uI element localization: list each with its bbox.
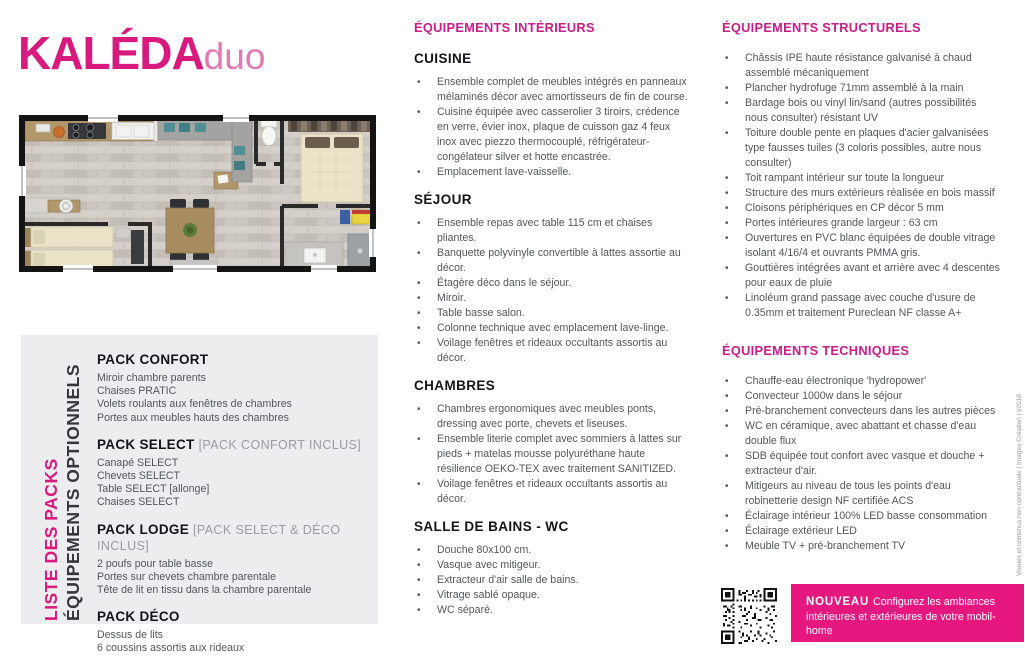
bullet-dot: •: [417, 323, 421, 334]
bullet-item: • Vitrage sablé opaque.: [417, 589, 540, 601]
bullet-item: • Pré-branchement convecteurs dans les autres pièces: [725, 405, 996, 417]
equipment-section: [414, 192, 692, 366]
bullet-dot: •: [725, 53, 729, 64]
bullet-dot: •: [725, 481, 729, 492]
bullet-dot: •: [417, 590, 421, 601]
pack-title: PACK DÉCO: [97, 609, 180, 625]
equipements-interieurs-column: [414, 20, 692, 630]
bullet-dot: •: [417, 308, 421, 319]
pack-suffix: [PACK CONFORT INCLUS]: [198, 437, 362, 452]
nouveau-text-line2: intérieures et extérieures de votre mobil-: [806, 610, 996, 623]
bullet-item: • Miroir.: [417, 292, 466, 304]
equipements-structurels-column: [722, 20, 1000, 554]
bullet-dot: •: [417, 479, 421, 490]
pack-title: PACK CONFORT: [97, 352, 209, 367]
packs-vertical-title-line2: ÉQUIPEMENTS OPTIONNELS: [63, 364, 83, 621]
equipment-section-items: [414, 75, 692, 180]
bullet-dot: •: [417, 167, 421, 178]
bullet-item: • Douche 80x100 cm.: [417, 544, 532, 556]
pack-section: [97, 522, 365, 598]
bullet-item: • Gouttières intégrées avant et arrière avec 4 descentes pour eaux de pluie: [725, 262, 1000, 289]
bullet-item: • WC séparé.: [417, 604, 493, 616]
nouveau-banner: [791, 584, 1024, 642]
equipment-section-items: [414, 543, 692, 618]
bullet-item: • SDB équipée tout confort avec vasque et douche + extracteur d'air.: [725, 450, 985, 477]
bullet-item: • Mitigeurs au niveau de tous les points d'eau robinetterie design NF certifiée ACS: [725, 480, 951, 507]
equipment-section-items: [414, 216, 692, 366]
pack-title: PACK SELECT [PACK CONFORT INCLUS]: [97, 436, 362, 452]
bullet-dot: •: [725, 263, 729, 274]
pack-title: PACK LODGE [PACK SELECT & DÉCO INCLUS]: [97, 521, 341, 553]
equipment-section: [414, 378, 692, 507]
bullet-dot: •: [725, 218, 729, 229]
bullet-dot: •: [725, 233, 729, 244]
pack-item: 6 coussins assortis aux rideaux: [97, 642, 245, 655]
bullet-item: • Ouvertures en PVC blanc équipées de double vitrage isolant 4/16/4 et ouvrants PMMA gris.: [725, 232, 996, 259]
bullet-dot: •: [725, 421, 729, 432]
nouveau-text-line3: home: [806, 625, 833, 637]
brand-name: KALÉDA: [18, 27, 204, 79]
pack-suffix: [PACK SELECT & DÉCO INCLUS]: [97, 522, 341, 553]
bullet-item: • Éclairage extérieur LED: [725, 525, 857, 537]
nouveau-label: NOUVEAU: [806, 596, 870, 608]
bullet-dot: •: [417, 218, 421, 229]
bullet-item: • Plancher hydrofuge 71mm assemblé à la main: [725, 82, 964, 94]
equipment-section-title: SALLE DE BAINS - WC: [414, 519, 569, 534]
equipment-section: [414, 519, 692, 618]
pack-item: Canapé SELECT: [97, 456, 179, 469]
packs-vertical-title: [40, 335, 86, 621]
bullet-dot: •: [417, 293, 421, 304]
equipment-section-title: CUISINE: [414, 51, 472, 66]
bullet-item: • Cloisons périphériques en CP décor 5 mm: [725, 202, 944, 214]
pack-items: [97, 372, 365, 425]
bullet-dot: •: [725, 188, 729, 199]
pack-item: Miroir chambre parents: [97, 372, 206, 384]
pack-item: Chaises SELECT: [97, 496, 180, 509]
bullet-dot: •: [417, 107, 421, 118]
floor-plan-image: [18, 114, 377, 273]
bullet-dot: •: [417, 248, 421, 259]
bullet-dot: •: [417, 545, 421, 556]
legal-side-note: Visuels et contenus non contractuels | Images Création | v2018: [1016, 394, 1023, 576]
packs-vertical-title-line1: LISTE DES PACKS: [41, 458, 61, 621]
bullet-dot: •: [417, 575, 421, 586]
pack-item: Chevets SELECT: [97, 470, 181, 483]
bullet-item: • Toiture double pente en plaques d'acier galvanisées type fausses tuiles (3 coloris possibles, autre nous consulter): [725, 127, 989, 169]
bullet-item: • Extracteur d'air salle de bains.: [417, 574, 579, 586]
bullet-item: • Chambres ergonomiques avec meubles ponts, dressing avec porte, chevets et liseuses.: [417, 403, 657, 430]
equipment-section-items: [414, 402, 692, 507]
bullet-dot: •: [725, 526, 729, 537]
techniques-list: [722, 374, 1000, 554]
bullet-dot: •: [725, 406, 729, 417]
pack-section: [97, 352, 365, 425]
bullet-item: • Convecteur 1000w dans le séjour: [725, 390, 903, 402]
bullet-dot: •: [417, 338, 421, 349]
bullet-dot: •: [725, 391, 729, 402]
bullet-item: • Structure des murs extérieurs réalisée en bois massif: [725, 187, 995, 199]
bullet-dot: •: [725, 451, 729, 462]
bullet-dot: •: [725, 511, 729, 522]
packs-list: [97, 352, 365, 668]
pack-section: [97, 609, 365, 655]
pack-item: Dessus de lits: [97, 629, 163, 642]
bullet-item: • Bardage bois ou vinyl lin/sand (autres possibilités nous consulter) résistant UV: [725, 97, 977, 124]
bullet-dot: •: [725, 203, 729, 214]
bullet-item: • Vasque avec mitigeur.: [417, 559, 541, 571]
pack-item: Table SELECT [allonge]: [97, 483, 210, 496]
pack-section: [97, 437, 365, 510]
bullet-item: • Table basse salon.: [417, 307, 525, 319]
structurels-list: [722, 51, 1000, 321]
bullet-item: • Toit rampant intérieur sur toute la longueur: [725, 172, 945, 184]
bullet-item: • Voilage fenêtres et rideaux occultants assortis au décor.: [417, 337, 668, 364]
bullet-item: • Éclairage intérieur 100% LED basse consommation: [725, 510, 988, 522]
column-heading-structurels: ÉQUIPEMENTS STRUCTURELS: [722, 20, 921, 35]
bullet-item: • Ensemble complet de meubles intégrés en panneaux mélaminés décor avec amortisseurs de fin de course.: [417, 76, 688, 103]
bullet-dot: •: [725, 128, 729, 139]
bullet-dot: •: [725, 541, 729, 552]
bullet-dot: •: [725, 98, 729, 109]
bullet-item: • Voilage fenêtres et rideaux occultants assortis au décor.: [417, 478, 668, 505]
pack-item: Portes aux meubles hauts des chambres: [97, 411, 289, 424]
equipment-section: [414, 51, 692, 180]
bullet-item: • Colonne technique avec emplacement lave-linge.: [417, 322, 669, 334]
bullet-item: • Linoléum grand passage avec couche d'usure de 0.35mm et traitement Pureclean NF classe A+: [725, 292, 976, 319]
equipment-section-title: SÉJOUR: [414, 192, 472, 207]
bullet-item: • Emplacement lave-vaisselle.: [417, 166, 572, 178]
pack-item: Volets roulants aux fenêtres de chambres: [97, 398, 292, 411]
logo: [18, 26, 265, 80]
bullet-item: • Cuisine équipée avec casserolier 3 tiroirs, crédence en verre, évier inox, plaque de cuisson gaz 4 feux inox avec piezzo thermocouplé, réfrigérateur-congélateur silver et hotte encastrée.: [417, 106, 680, 163]
bullet-item: • Chauffe-eau électronique 'hydropower': [725, 375, 927, 387]
pack-item: Tête de lit en tissu dans la chambre parentale: [97, 584, 312, 597]
bullet-dot: •: [417, 278, 421, 289]
equipment-section-title: CHAMBRES: [414, 378, 496, 393]
bullet-item: • Banquette polyvinyle convertible à lattes assortie au décor.: [417, 247, 681, 274]
pack-item: Chaises PRATIC: [97, 385, 177, 398]
bullet-item: • Ensemble literie complet avec sommiers à lattes sur pieds + matelas mousse polyuréthane haute résilience OEKO-TEX avec traitement SANITIZED.: [417, 433, 682, 475]
bullet-item: • Étagère déco dans le séjour.: [417, 277, 572, 289]
pack-items: [97, 558, 365, 598]
column-heading-interieurs: ÉQUIPEMENTS INTÉRIEURS: [414, 20, 595, 35]
bullet-item: • Meuble TV + pré-branchement TV: [725, 540, 906, 552]
column-heading-techniques: ÉQUIPEMENTS TECHNIQUES: [722, 343, 910, 358]
bullet-dot: •: [725, 293, 729, 304]
brand-variant: duo: [203, 36, 266, 77]
bullet-dot: •: [417, 77, 421, 88]
bullet-dot: •: [417, 605, 421, 616]
bullet-dot: •: [417, 560, 421, 571]
bullet-item: • Châssis IPE haute résistance galvanisé à chaud assemblé mécaniquement: [725, 52, 972, 79]
pack-items: [97, 457, 365, 510]
pack-item: 2 poufs pour table basse: [97, 557, 214, 570]
bullet-dot: •: [725, 173, 729, 184]
bullet-dot: •: [417, 404, 421, 415]
qr-code: [721, 588, 777, 644]
pack-items: [97, 629, 365, 655]
bullet-item: • Ensemble repas avec table 115 cm et chaises pliantes.: [417, 217, 653, 244]
bullet-item: • WC en céramique, avec abattant et chasse d'eau double flux: [725, 420, 977, 447]
nouveau-text-line1: Configurez les ambiances: [873, 596, 995, 608]
bullet-item: • Portes intérieures grande largeur : 63 cm: [725, 217, 938, 229]
bullet-dot: •: [417, 434, 421, 445]
interieurs-sections: [414, 51, 692, 618]
bullet-dot: •: [725, 376, 729, 387]
pack-item: Portes sur chevets chambre parentale: [97, 570, 277, 583]
bullet-dot: •: [725, 83, 729, 94]
